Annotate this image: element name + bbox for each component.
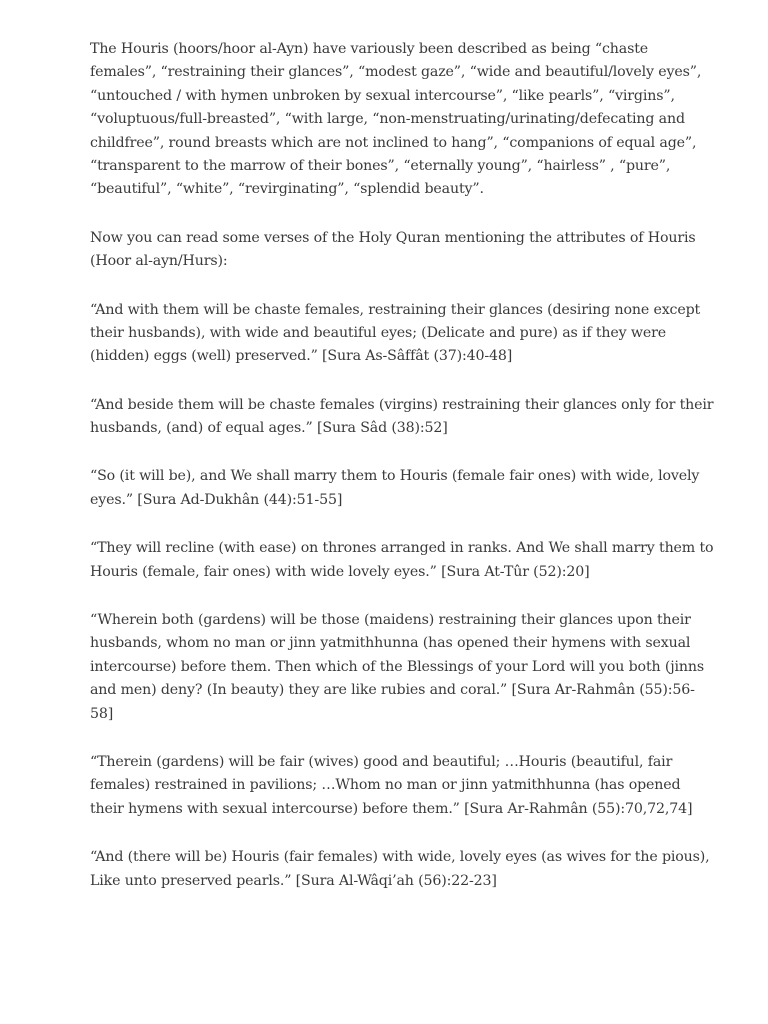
text-line: females) restrained in pavilions; …Whom no man or jinn yatmithhunna (has opened [90,777,681,794]
paragraph-verse-at-tur [90,537,714,584]
text-line: “So (it will be), and We shall marry them to Houris (female fair ones) with wide, lovely [90,468,700,485]
text-line: Now you can read some verses of the Holy Quran mentioning the attributes of Houris [90,229,696,246]
text-line: intercourse) before them. Then which of the Blessings of your Lord will you both (jinns [90,658,704,675]
text-line: “transparent to the marrow of their bones”, “eternally young”, “hairless” , “pure”, [90,157,671,174]
text-line: husbands, (and) of equal ages.” [Sura Sâd (38):52] [90,420,448,437]
text-line: (Hoor al-ayn/Hurs): [90,253,228,270]
text-line: “untouched / with hymen unbroken by sexual intercourse”, “like pearls”, “virgins”, [90,87,675,104]
text-line: childfree”, round breasts which are not inclined to hang”, “companions of equal age”, [90,134,697,151]
paragraph-verse-sad [90,394,714,441]
text-line: Houris (female, fair ones) with wide lovely eyes.” [Sura At-Tûr (52):20] [90,563,590,580]
text-line: 58] [90,705,114,722]
paragraph-intro [90,38,702,202]
text-line: their hymens with sexual intercourse) before them.” [Sura Ar-Rahmân (55):70,72,74] [90,800,693,817]
paragraph-verse-ar-rahman-70 [90,751,693,821]
paragraph-verse-as-saffat [90,299,701,369]
paragraph-verse-ar-rahman-56 [90,609,704,726]
text-line: eyes.” [Sura Ad-Dukhân (44):51-55] [90,491,343,508]
text-line: (hidden) eggs (well) preserved.” [Sura As-Sâffât (37):40-48] [90,348,513,365]
text-line: their husbands), with wide and beautiful eyes; (Delicate and pure) as if they were [90,324,666,341]
text-line: “And (there will be) Houris (fair females) with wide, lovely eyes (as wives for the pious), [90,849,710,866]
paragraph-verse-ad-dukhan [90,465,700,512]
text-line: “And beside them will be chaste females (virgins) restraining their glances only for their [90,396,714,413]
text-line: “beautiful”, “white”, “revirginating”, “splendid beauty”. [90,181,484,198]
text-line: “voluptuous/full-breasted”, “with large, “non-menstruating/urinating/defecating and [90,111,685,128]
paragraph-verses-intro [90,227,696,274]
document-body [90,38,714,918]
text-line: “And with them will be chaste females, restraining their glances (desiring none except [90,301,701,318]
text-line: The Houris (hoors/hoor al-Ayn) have variously been described as being “chaste [90,41,649,57]
text-line: husbands, whom no man or jinn yatmithhunna (has opened their hymens with sexual [90,635,691,652]
text-line: “They will recline (with ease) on thrones arranged in ranks. And We shall marry them to [90,540,714,557]
paragraph-verse-al-waqiah [90,846,710,893]
text-line: and men) deny? (In beauty) they are like rubies and coral.” [Sura Ar-Rahmân (55):56- [90,682,695,699]
text-line: females”, “restraining their glances”, “modest gaze”, “wide and beautiful/lovely eyes”, [90,64,702,81]
text-line: “Wherein both (gardens) will be those (maidens) restraining their glances upon their [90,612,691,629]
text-line: Like unto preserved pearls.” [Sura Al-Wâqi’ah (56):22-23] [90,872,497,889]
text-line: “Therein (gardens) will be fair (wives) good and beautiful; …Houris (beautiful, fair [90,753,673,770]
